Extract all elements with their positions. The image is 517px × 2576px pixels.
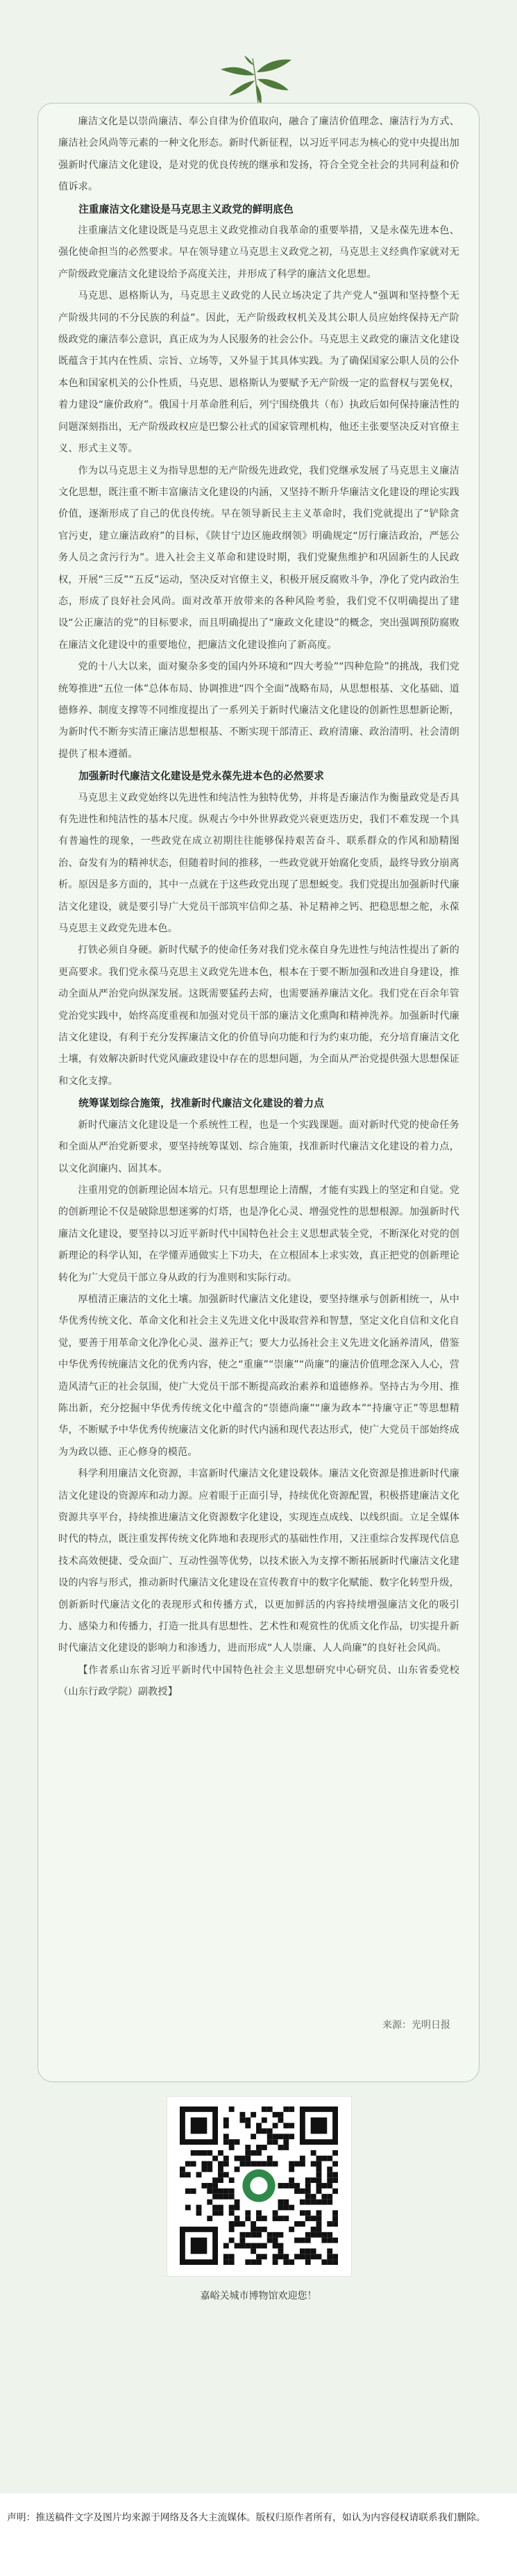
article-paragraph: 党的十八大以来，面对聚杂多变的国内外环境和“四大考验”“四种危险”的挑战，我们党统筹推进“五位一体”总体布局、协调推进“四个全面”战略布局，从思想根基、文化基础、道德修养、制度支撑等不同维度提出了一系列关于新时代廉洁文化建设的创新性思想新论断，为新时代不断夯实清正廉洁思想根基、不断实现干部清正、政府清廉、政治清明、社会清朗提供了根本遵循。 [58,661,459,760]
copyright-statement: 声明：推送稿件文字及图片均来源于网络及各大主流媒体。版权归原作者所有，如认为内容侵权请联系我们删除。 [7,2512,486,2523]
article-paragraph: 廉洁文化是以崇尚廉洁、奉公自律为价值取向，融合了廉洁价值理念、廉洁行为方式、廉洁社会风尚等元素的一种文化形态。新时代新征程，以习近平同志为核心的党中央提出加强新时代廉洁文化建设，是对党的优良传统的继承和发扬，符合全党全社会的共同利益和价值诉求。 [58,116,459,193]
article-paragraph: 注重廉洁文化建设既是马克思主义政党推动自我革命的重要举措，又是永葆先进本色、强化使命担当的必然要求。早在领导建立马克思主义政党之初，马克思主义经典作家就对无产阶级政党廉洁文化建设给予高度关注，并形成了科学的廉洁文化思想。 [58,225,459,280]
article-source: 来源：光明日报 [382,2020,450,2031]
article-paragraph: 科学利用廉洁文化资源，丰富新时代廉洁文化建设载体。廉洁文化资源是推进新时代廉洁文化建设的资源库和动力源。应着眼于正面引导，持续优化资源配置，积极搭建廉洁文化资源共享平台，持续推进廉洁文化资源数字化建设，实现连点成线、以线织面。立足全媒体时代的特点，既注重发挥传统文化阵地和表现形式的基础性作用，又注重综合发挥现代信息技术高效便捷、受众面广、互动性强等优势，以技术嵌入为支撑不断拓展新时代廉洁文化建设的内容与形式，推动新时代廉洁文化建设在宣传教育中的数字化赋能、数字化转型升级，创新新时代廉洁文化的表现形式和传播方式，以更加鲜活的内容持续增强廉洁文化的吸引力、感染力和传播力，打造一批具有思想性、艺术性和观赏性的优质文化作品，切实提升新时代廉洁文化建设的影响力和渗透力，进而形成“人人崇廉、人人尚廉”的良好社会风尚。 [58,1468,459,1654]
article-paragraph: 马克思主义政党始终以先进性和纯洁性为独特优势，并将是否廉洁作为衡量政党是否具有先进性和纯洁性的基本尺度。纵观古今中外世界政党兴衰更迭历史，我们不难发现一个具有普遍性的现象，一些政党在成立初期往往能够保持艰苦奋斗、联系群众的作风和励精图治、奋发有为的精神状态，但随着时间的推移，一些政党就开始腐化变质，最终导致分崩离析。原因是多方面的，其中一点就在于这些政党出现了思想蜕变。我们党提出加强新时代廉洁文化建设，就是要引导广大党员干部筑牢信仰之基、补足精神之钙、把稳思想之舵，永葆马克思主义政党先进本色。 [58,792,459,935]
article-body [58,111,459,1704]
article-paragraph: 马克思、恩格斯认为，马克思主义政党的人民立场决定了共产党人“强调和坚持整个无产阶级共同的不分民族的利益”。因此，无产阶级政权机关及其公职人员应始终保持无产阶级政党的廉洁奉公意识，真正成为为人民服务的社会公仆。马克思主义政党的廉洁文化建设既蕴含于其内在性质、宗旨、立场等，又外显于其具体实践。为了确保国家公职人员的公仆本色和国家机关的公仆性质，马克思、恩格斯认为要赋予无产阶级一定的监督权与罢免权，着力建设“廉价政府”。俄国十月革命胜利后，列宁围绕俄共（布）执政后如何保持廉洁性的问题深刻指出，无产阶级政权应是巴黎公社式的国家管理机构，他还主张要坚决反对官僚主义、形式主义等。 [58,290,459,455]
section-heading: 统筹谋划综合施策，找准新时代廉洁文化建设的着力点 [78,1097,325,1110]
section-heading: 注重廉洁文化建设是马克思主义政党的鲜明底色 [78,203,294,215]
article-paragraph: 打铁必须自身硬。新时代赋予的使命任务对我们党永葆自身先进性与纯洁性提出了新的更高要求。我们党永葆马克思主义政党先进本色，根本在于要不断加强和改进自身建设，推动全面从严治党向纵深发展。这既需要猛药去疴，也需要涵养廉洁文化。我们党在百余年管党治党实践中，始终高度重视和加强对党员干部的廉洁文化熏陶和精神洗养。加强新时代廉洁文化建设，有利于充分发挥廉洁文化的价值导向功能和行为约束功能，充分培育廉洁文化土壤，有效解决新时代党风廉政建设中存在的思想问题，为全面从严治党提供强大思想保证和文化支撑。 [58,945,459,1087]
article-paragraph: 新时代廉洁文化建设是一个系统性工程，也是一个实践课题。面对新时代党的使命任务和全面从严治党新要求，要坚持统筹谋划、综合施策，找准新时代廉洁文化建设的着力点，以文化润廉内、固其本。 [58,1119,459,1174]
article-paragraph: 作为以马克思主义为指导思想的无产阶级先进政党，我们党继承发展了马克思主义廉洁文化思想，既注重不断丰富廉洁文化建设的内涵，又坚持不断升华廉洁文化建设的理论实践价值，逐渐形成了自己的优良传统。早在领导新民主主义革命时，我们党就提出了“铲除贪官污吏，建立廉洁政府”的目标，《陕甘宁边区施政纲领》明确规定“厉行廉洁政治，严惩公务人员之贪污行为”。进入社会主义革命和建设时期，我们党聚焦维护和巩固新生的人民政权，开展“三反”“五反”运动，坚决反对官僚主义，积极开展反腐败斗争，净化了党内政治生态，形成了良好社会风尚。面对改革开放带来的各种风险考验，我们党不仅明确提出了建设“公正廉洁的党”的目标要求，而且明确提出了“廉政文化建设”的概念，突出强调预防腐败在廉洁文化建设中的重要地位，把廉洁文化建设推向了新高度。 [58,465,459,651]
qr-caption: 嘉峪关城市博物馆欢迎您！ [200,2291,317,2302]
qr-code [180,2106,338,2265]
qr-code-panel [167,2096,352,2277]
section-heading: 加强新时代廉洁文化建设是党永葆先进本色的必然要求 [78,770,325,783]
bamboo-leaf-icon [217,54,300,107]
article-paragraph: 厚植清正廉洁的文化土壤。加强新时代廉洁文化建设，要坚持继承与创新相统一，从中华优秀传统文化、革命文化和社会主义先进文化中汲取营养和智慧，坚定文化自信和文化自觉，要善于用革命文化净化心灵、滋养正气；要大力弘扬社会主义先进文化涵养清风，借鉴中华优秀传统廉洁文化的优秀内容，使之“重廉”“崇廉”“尚廉”的廉洁价值理念深入人心，营造风清气正的社会氛围，使广大党员干部不断提高政治素养和道德修养。坚持古为今用、推陈出新，充分挖掘中华优秀传统文化中蕴含的“崇德尚廉”“廉为政本”“持廉守正”等思想精华，不断赋予中华优秀传统廉洁文化新的时代内涵和现代表达形式，使广大党员干部始终成为为政以德、正心修身的模范。 [58,1293,459,1458]
article-paragraph: 注重用党的创新理论固本培元。只有思想理论上清醒，才能有实践上的坚定和自觉。党的创新理论不仅是破除思想迷雾的灯塔，也是净化心灵、增强党性的思想根源。加强新时代廉洁文化建设，要坚持以习近平新时代中国特色社会主义思想武装全党，不断深化对党的创新理论的科学认知，在学懂弄通做实上下功夫，在立根固本上求实效，真正把党的创新理论转化为广大党员干部立身从政的行为准则和实际行动。 [58,1184,459,1283]
article-paragraph: 【作者系山东省习近平新时代中国特色社会主义思想研究中心研究员、山东省委党校（山东行政学院）副教授】 [58,1664,459,1698]
